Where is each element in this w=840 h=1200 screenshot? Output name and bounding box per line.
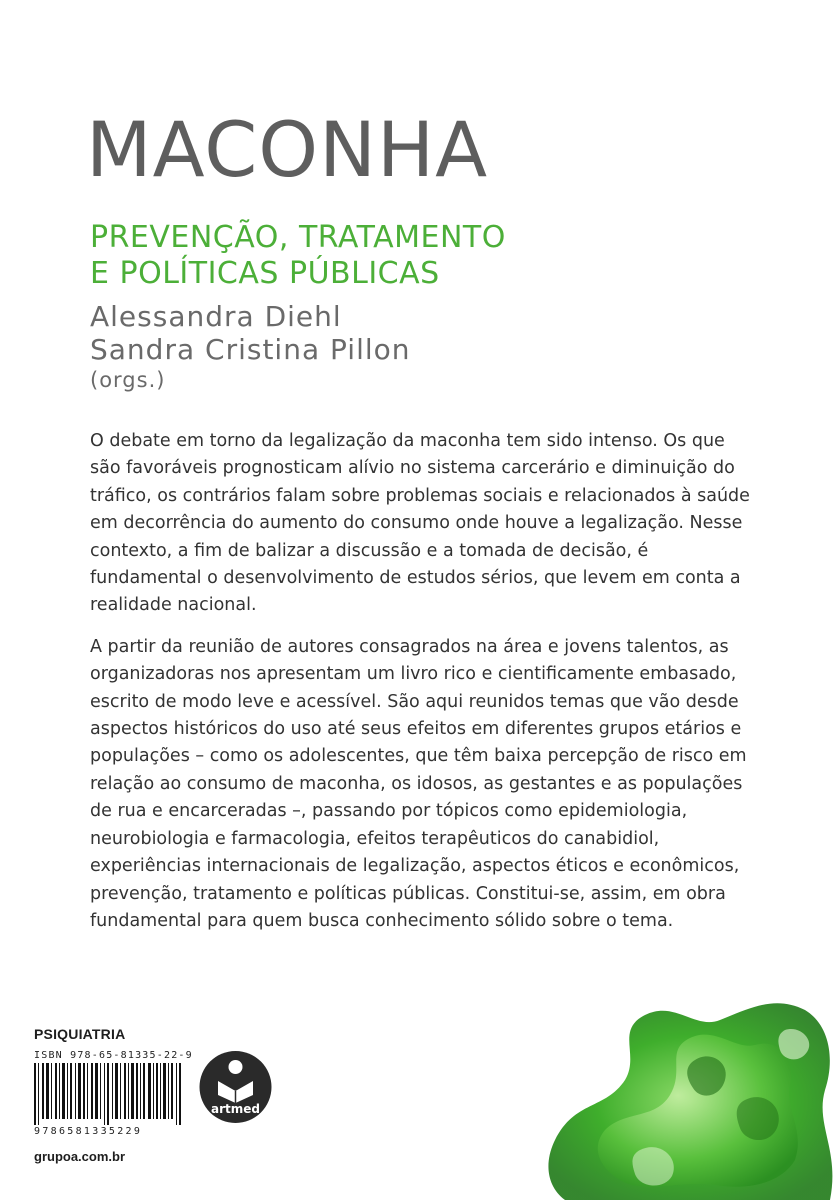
book-subtitle [90,220,506,292]
book-title: MACONHA [86,105,489,194]
description-paragraph: O debate em torno da legalização da maconha tem sido intenso. Os que são favoráveis prognosticam alívio no sistema carcerário e diminuição do tráfico, os contrários falam sobre problemas sociais e relacionados à saúde em decorrência do aumento do consumo onde houve a legalização. Nesse contexto, a fim de balizar a discussão e a tomada de decisão, é fundamental o desenvolvimento de estudos sérios, que levem em conta a realidade nacional. [90,431,750,616]
description-paragraph: A partir da reunião de autores consagrados na área e jovens talentos, as organizadoras nos apresentam um livro rico e cientificamente embasado, escrito de modo leve e acessível. São aqui reunidos temas que vão desde aspectos históricos do uso até seus efeitos em diferentes grupos etários e populações – como os adolescentes, que têm baixa percepção de risco em relação ao consumo de maconha, os idosos, as gestantes e as populações de rua e encarceradas –, passando por tópicos como epidemiologia, neurobiologia e farmacologia, efeitos terapêuticos do canabidiol, experiências internacionais de legalização, aspectos éticos e econômicos, prevenção, tratamento e políticas públicas. Constitui-se, assim, em obra fundamental para quem busca conhecimento sólido sobre o tema. [90,636,747,931]
isbn-text: ISBN 978-65-81335-22-9 [34,1050,193,1061]
back-cover-description [90,428,750,949]
green-smoke-illustration [545,990,840,1200]
authors-role: (orgs.) [90,368,166,392]
subtitle-line-1: PREVENÇÃO, TRATAMENTO [90,220,506,255]
publisher-logo-text: artmed [211,1102,260,1116]
subtitle-line-2: E POLÍTICAS PÚBLICAS [90,256,440,291]
barcode-number: 9786581335229 [34,1126,143,1137]
barcode-icon [34,1063,184,1125]
author-name: Sandra Cristina Pillon [90,333,411,366]
category-label: PSIQUIATRIA [34,1026,126,1042]
publisher-website: grupoa.com.br [34,1149,126,1164]
authors-block [90,300,411,394]
author-name: Alessandra Diehl [90,300,342,333]
